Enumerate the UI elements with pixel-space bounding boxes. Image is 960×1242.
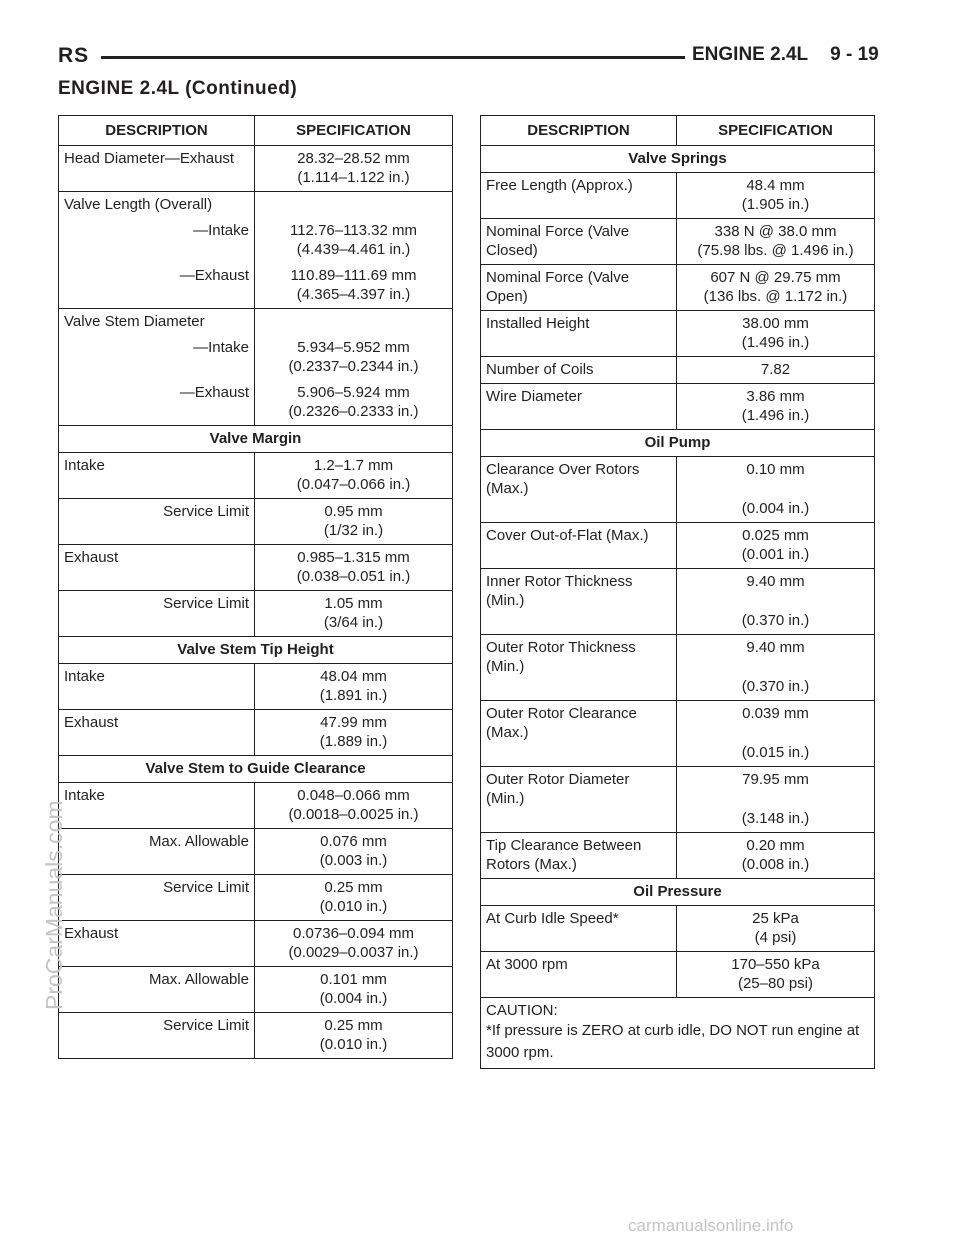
- row-label: Head Diameter—Exhaust: [59, 146, 255, 192]
- row-label: [59, 309, 255, 426]
- section-title: Valve Margin: [59, 426, 453, 453]
- row-label-text: Valve Stem Diameter: [64, 313, 205, 330]
- imperial-value: (1.891 in.): [319, 687, 388, 704]
- section-header-row: [59, 637, 453, 664]
- table-row: [59, 499, 453, 545]
- table-row: [59, 192, 453, 309]
- row-label: Wire Diameter: [481, 384, 677, 430]
- table-row: [481, 952, 875, 998]
- row-label: Service Limit: [59, 875, 255, 921]
- row-label: Installed Height: [481, 311, 677, 357]
- row-value: [255, 783, 453, 829]
- row-label: Exhaust: [59, 545, 255, 591]
- metric-value: 112.76–113.32 mm: [289, 222, 418, 239]
- table-row: [59, 664, 453, 710]
- metric-value: 38.00 mm: [742, 315, 809, 332]
- row-label-text: Valve Length (Overall): [64, 196, 213, 213]
- table-row: [481, 265, 875, 311]
- metric-value: 0.20 mm: [746, 837, 805, 854]
- imperial-value: (3.148 in.): [741, 810, 810, 827]
- metric-value: 3.86 mm: [746, 388, 805, 405]
- row-label: Service Limit: [59, 591, 255, 637]
- table-row: [59, 453, 453, 499]
- section-header-row: [481, 879, 875, 906]
- imperial-value: (0.2326–0.2333 in.): [288, 403, 419, 420]
- row-label: Intake: [59, 664, 255, 710]
- metric-value: 5.934–5.952 mm: [297, 339, 410, 356]
- imperial-value: (1.114–1.122 in.): [297, 169, 410, 186]
- table-row: [59, 591, 453, 637]
- metric-value: 0.95 mm: [324, 503, 383, 520]
- row-label: Service Limit: [59, 1013, 255, 1059]
- imperial-value: (0.008 in.): [741, 856, 810, 873]
- table-row: [481, 311, 875, 357]
- metric-value: 48.04 mm: [320, 668, 387, 685]
- metric-value: 1.2–1.7 mm: [313, 457, 394, 474]
- section-title: Oil Pressure: [481, 879, 875, 906]
- row-value: [255, 591, 453, 637]
- metric-value: 170–550 kPa: [731, 956, 820, 973]
- row-value: [677, 569, 875, 635]
- table-row: [481, 701, 875, 767]
- table-row: [481, 219, 875, 265]
- table-row: [481, 173, 875, 219]
- row-label: Max. Allowable: [59, 967, 255, 1013]
- left-spec-table: [58, 115, 453, 1059]
- row-label: Outer Rotor Thickness (Min.): [481, 635, 677, 701]
- imperial-value: (75.98 lbs. @ 1.496 in.): [697, 242, 854, 259]
- imperial-value: (1.889 in.): [319, 733, 388, 750]
- table-row: [481, 357, 875, 384]
- table-header-row: [481, 116, 875, 146]
- row-value: [677, 767, 875, 833]
- row-label: Intake: [59, 453, 255, 499]
- row-value: [255, 499, 453, 545]
- metric-value: 0.076 mm: [320, 833, 387, 850]
- metric-value: 0.101 mm: [320, 971, 387, 988]
- row-label: Tip Clearance Between Rotors (Max.): [481, 833, 677, 879]
- section-title: Valve Stem to Guide Clearance: [59, 756, 453, 783]
- row-label: Outer Rotor Diameter (Min.): [481, 767, 677, 833]
- caution-text: *If pressure is ZERO at curb idle, DO NOT run engine at 3000 rpm.: [486, 1022, 860, 1061]
- table-row: [59, 783, 453, 829]
- header-section-code: RS: [58, 44, 90, 67]
- table-row: [481, 635, 875, 701]
- metric-value: 0.048–0.066 mm: [297, 787, 410, 804]
- table-row: [481, 833, 875, 879]
- metric-value: 338 N @ 38.0 mm: [714, 223, 837, 240]
- table-row: [481, 767, 875, 833]
- table-row: [59, 146, 453, 192]
- row-value: [255, 967, 453, 1013]
- metric-value: 5.906–5.924 mm: [297, 384, 410, 401]
- caution-row: [481, 998, 875, 1069]
- right-spec-table: [480, 115, 875, 1069]
- section-header-row: [481, 430, 875, 457]
- section-header-row: [59, 756, 453, 783]
- imperial-value: (0.003 in.): [319, 852, 388, 869]
- column-header-specification: SPECIFICATION: [255, 116, 453, 146]
- row-value: [677, 952, 875, 998]
- page-number: 9 - 19: [830, 44, 879, 65]
- row-value: [677, 219, 875, 265]
- imperial-value: (0.370 in.): [741, 678, 810, 695]
- metric-value: 9.40 mm: [746, 639, 805, 656]
- imperial-value: (0.004 in.): [741, 500, 810, 517]
- caution-title: CAUTION:: [486, 1002, 558, 1019]
- row-label: Clearance Over Rotors (Max.): [481, 457, 677, 523]
- row-value: [255, 192, 453, 309]
- table-row: [59, 967, 453, 1013]
- metric-value: 0.0736–0.094 mm: [293, 925, 414, 942]
- table-row: [59, 545, 453, 591]
- row-label: At Curb Idle Speed*: [481, 906, 677, 952]
- row-label: Nominal Force (Valve Closed): [481, 219, 677, 265]
- row-label: Intake: [59, 783, 255, 829]
- imperial-value: (1/32 in.): [323, 522, 384, 539]
- row-label: Exhaust: [59, 710, 255, 756]
- metric-value: 0.985–1.315 mm: [297, 549, 410, 566]
- imperial-value: (1.905 in.): [741, 196, 810, 213]
- metric-value: 0.25 mm: [324, 879, 383, 896]
- imperial-value: (0.001 in.): [741, 546, 810, 563]
- section-header-row: [481, 146, 875, 173]
- row-label: [59, 192, 255, 309]
- row-label: Inner Rotor Thickness (Min.): [481, 569, 677, 635]
- header-title: ENGINE 2.4L: [692, 44, 809, 65]
- row-label: Cover Out-of-Flat (Max.): [481, 523, 677, 569]
- table-row: [59, 921, 453, 967]
- row-value: [677, 906, 875, 952]
- table-row: [59, 829, 453, 875]
- metric-value: 0.039 mm: [742, 705, 809, 722]
- row-label: Exhaust: [59, 921, 255, 967]
- imperial-value: (0.2337–0.2344 in.): [288, 358, 419, 375]
- header-title-block: [692, 44, 879, 66]
- header-rule: [101, 56, 685, 59]
- metric-value: 110.89–111.69 mm: [290, 267, 417, 284]
- metric-value: 0.25 mm: [324, 1017, 383, 1034]
- imperial-value: (0.004 in.): [319, 990, 388, 1007]
- column-header-description: DESCRIPTION: [481, 116, 677, 146]
- row-value: [677, 523, 875, 569]
- metric-value: 1.05 mm: [324, 595, 383, 612]
- table-row: [59, 875, 453, 921]
- imperial-value: (4.439–4.461 in.): [296, 241, 411, 258]
- row-label: Max. Allowable: [59, 829, 255, 875]
- imperial-value: (1.496 in.): [741, 334, 810, 351]
- table-row: [59, 1013, 453, 1059]
- table-row: [481, 906, 875, 952]
- row-value: [255, 875, 453, 921]
- caution-note: [481, 998, 875, 1069]
- metric-value: 47.99 mm: [320, 714, 387, 731]
- column-header-description: DESCRIPTION: [59, 116, 255, 146]
- imperial-value: (4 psi): [754, 929, 797, 946]
- sub-label: —Intake: [193, 222, 249, 239]
- imperial-value: (1.496 in.): [741, 407, 810, 424]
- row-value: 7.82: [677, 357, 875, 384]
- column-header-specification: SPECIFICATION: [677, 116, 875, 146]
- imperial-value: (136 lbs. @ 1.172 in.): [703, 288, 848, 305]
- bottom-watermark: carmanualsonline.info: [628, 1216, 794, 1235]
- imperial-value: (25–80 psi): [737, 975, 814, 992]
- row-value: [677, 311, 875, 357]
- imperial-value: (3/64 in.): [323, 614, 384, 631]
- row-value: [255, 829, 453, 875]
- table-row: [59, 710, 453, 756]
- row-value: [255, 545, 453, 591]
- table-row: [481, 569, 875, 635]
- metric-value: 0.025 mm: [742, 527, 809, 544]
- row-value: [677, 635, 875, 701]
- side-watermark: ProCarManuals.com: [41, 800, 67, 1010]
- row-value: [255, 453, 453, 499]
- sub-label: —Intake: [193, 339, 249, 356]
- table-row: [481, 523, 875, 569]
- metric-value: 9.40 mm: [746, 573, 805, 590]
- imperial-value: (0.010 in.): [319, 898, 388, 915]
- row-value: [255, 309, 453, 426]
- row-value: [677, 833, 875, 879]
- row-value: [677, 173, 875, 219]
- row-value: [677, 457, 875, 523]
- imperial-value: (0.0018–0.0025 in.): [288, 806, 419, 823]
- row-label: Free Length (Approx.): [481, 173, 677, 219]
- metric-value: 79.95 mm: [742, 771, 809, 788]
- imperial-value: (0.047–0.066 in.): [296, 476, 411, 493]
- page-subtitle: ENGINE 2.4L (Continued): [58, 78, 298, 99]
- row-value: [255, 710, 453, 756]
- section-title: Oil Pump: [481, 430, 875, 457]
- row-label: Nominal Force (Valve Open): [481, 265, 677, 311]
- row-label: Number of Coils: [481, 357, 677, 384]
- row-label: At 3000 rpm: [481, 952, 677, 998]
- row-value: [255, 921, 453, 967]
- row-value: [677, 265, 875, 311]
- metric-value: 0.10 mm: [746, 461, 805, 478]
- row-value: [255, 146, 453, 192]
- imperial-value: (4.365–4.397 in.): [296, 286, 411, 303]
- imperial-value: (0.010 in.): [319, 1036, 388, 1053]
- metric-value: 607 N @ 29.75 mm: [710, 269, 841, 286]
- row-label: Service Limit: [59, 499, 255, 545]
- imperial-value: (0.015 in.): [741, 744, 810, 761]
- sub-label: —Exhaust: [179, 384, 249, 401]
- row-value: [677, 701, 875, 767]
- metric-value: 48.4 mm: [746, 177, 805, 194]
- sub-label: —Exhaust: [179, 267, 249, 284]
- imperial-value: (0.0029–0.0037 in.): [288, 944, 419, 961]
- table-row: [59, 309, 453, 426]
- table-row: [481, 384, 875, 430]
- row-label: Outer Rotor Clearance (Max.): [481, 701, 677, 767]
- section-title: Valve Stem Tip Height: [59, 637, 453, 664]
- row-value: [255, 664, 453, 710]
- metric-value: 28.32–28.52 mm: [297, 150, 410, 167]
- imperial-value: (0.038–0.051 in.): [296, 568, 411, 585]
- row-value: [677, 384, 875, 430]
- table-row: [481, 457, 875, 523]
- table-header-row: [59, 116, 453, 146]
- section-header-row: [59, 426, 453, 453]
- imperial-value: (0.370 in.): [741, 612, 810, 629]
- section-title: Valve Springs: [481, 146, 875, 173]
- row-value: [255, 1013, 453, 1059]
- metric-value: 25 kPa: [752, 910, 799, 927]
